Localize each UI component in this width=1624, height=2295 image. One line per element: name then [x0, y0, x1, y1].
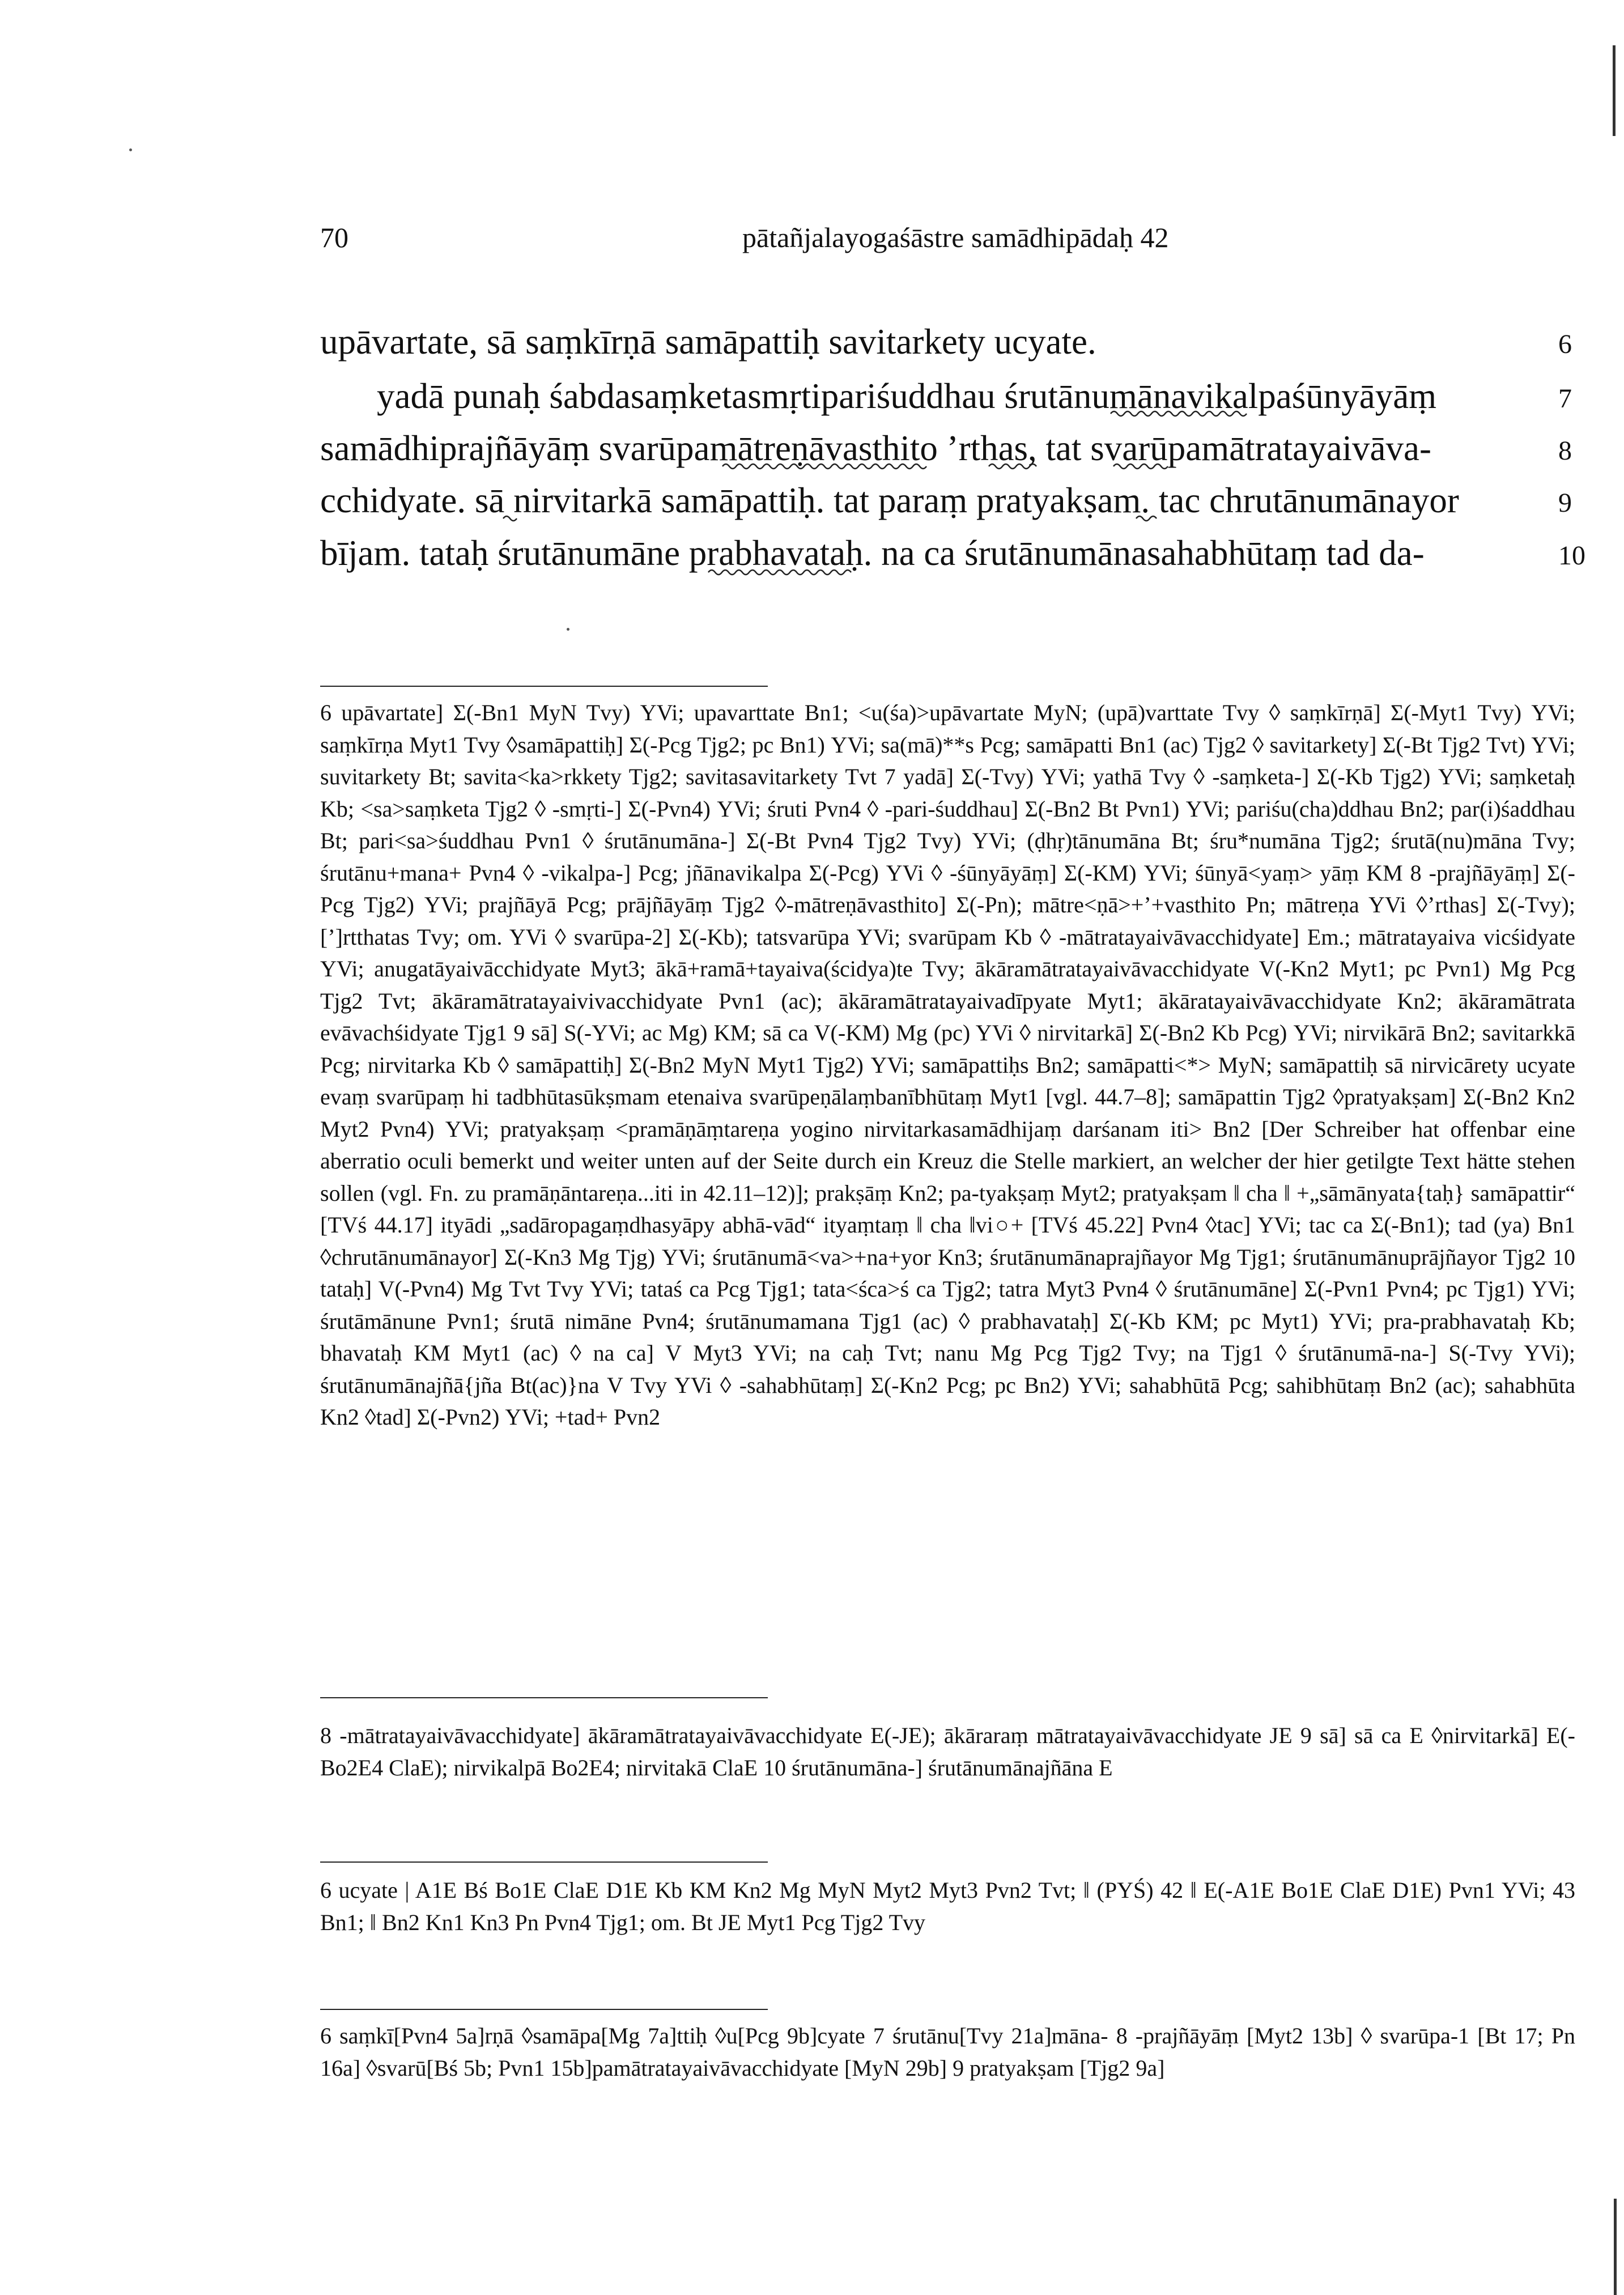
wavy-mark [989, 464, 1036, 469]
wavy-mark [708, 570, 851, 575]
apparatus-2-text: 8 -mātratayaivāvacchidyate] ākāramātratayaivāvacchidyate E(-JE); ākāraraṃ mātratayaivāvacchidyate JE 9 sā] sā ca E ◊nirvitarkā] E(-Bo2E4 ClaE); nirvikalpā Bo2E4; nirvitakā ClaE 10 śrutānumāna-] śrutānumānajñāna E [320, 1723, 1575, 1780]
page-number: 70 [320, 222, 348, 253]
wavy-mark [1113, 464, 1168, 469]
line-number-8: 8 [1558, 436, 1572, 466]
main-line-8: samādhiprajñāyāṃ svarūpamātreṇāvasthito ’rthas, tat svarūpamātratayaivāva- [320, 428, 1431, 468]
scan-speck [567, 628, 569, 631]
critical-apparatus-3 [320, 1875, 1575, 1939]
wavy-mark [1111, 411, 1247, 416]
critical-apparatus-4 [320, 2020, 1575, 2084]
main-line-10: bījam. tataḥ śrutānumāne prabhavataḥ. na ca śrutānumānasahabhūtaṃ tad da- [320, 533, 1425, 573]
footnote-rule-2 [320, 1697, 768, 1698]
footnote-rule-4 [320, 2009, 768, 2010]
critical-apparatus-1 [320, 697, 1575, 1434]
main-line-6: upāvartate, sā saṃkīrṇā samāpattiḥ savitarkety ucyate. [320, 322, 1096, 362]
line-number-9: 9 [1558, 488, 1572, 518]
apparatus-4-text: 6 saṃkī[Pvn4 5a]rṇā ◊samāpa[Mg 7a]ttiḥ ◊u[Pcg 9b]cyate 7 śrutānu[Tvy 21a]māna- 8 -prajñāyāṃ [Myt2 13b] ◊ svarūpa-1 [Bt 17; Pn 16a] ◊svarū[Bś 5b; Pvn1 15b]pamātratayaivāvacchidyate [MyN 29b] 9 pratyakṣam [Tjg2 9a] [320, 2023, 1575, 2081]
scan-edge-mark-bottom [1614, 2199, 1617, 2295]
critical-apparatus-2 [320, 1720, 1575, 1784]
footnote-rule-1 [320, 686, 768, 687]
running-head: pātañjalayogaśāstre samādhipādaḥ 42 [742, 222, 1169, 253]
line-number-6: 6 [1558, 329, 1572, 359]
wavy-mark [503, 516, 517, 521]
scan-edge-mark-top [1613, 45, 1616, 136]
wavy-mark [1136, 516, 1157, 521]
line-number-10: 10 [1558, 541, 1585, 571]
line-number-7: 7 [1558, 384, 1572, 414]
apparatus-3-text: 6 ucyate | A1E Bś Bo1E ClaE D1E Kb KM Kn2 Mg MyN Myt2 Myt3 Pvn2 Tvt; ‖ (PYŚ) 42 ‖ E(-A1E Bo1E ClaE D1E) Pvn1 YVi; 43 Bn1; ‖ Bn2 Kn1 Kn3 Pn Pvn4 Tjg1; om. Bt JE Myt1 Pcg Tjg2 Tvy [320, 1877, 1575, 1935]
wavy-mark [722, 464, 926, 469]
main-line-9: cchidyate. sā nirvitarkā samāpattiḥ. tat paraṃ pratyakṣam. tac chrutānumānayor [320, 481, 1459, 520]
scan-speck [129, 148, 132, 151]
main-line-7: yadā punaḥ śabdasaṃketasmṛtipariśuddhau śrutānumānavikalpaśūnyāyāṃ [377, 376, 1437, 416]
apparatus-1-text: 6 upāvartate] Σ(-Bn1 MyN Tvy) YVi; upavarttate Bn1; <u(śa)>upāvartate MyN; (upā)varttate Tvy ◊ saṃkīrṇā] Σ(-Myt1 Tvy) YVi; saṃkīrṇa Myt1 Tvy ◊samāpattiḥ] Σ(-Pcg Tjg2; pc Bn1) YVi; sa(mā)**s Pcg; samāpatti Bn1 (ac) Tjg2 ◊ savitarkety] Σ(-Bt Tjg2 Tvt) YVi; suvitarkety Bt; savita<ka>rkkety Tjg2; savitasavitarkety Tvt 7 yadā] Σ(-Tvy) YVi; yathā Tvy ◊ -saṃketa-] Σ(-Kb Tjg2) YVi; saṃketaḥ Kb; <sa>saṃketa Tjg2 ◊ -smṛti-] Σ(-Pvn4) YVi; śruti Pvn4 ◊ -pari-śuddhau] Σ(-Bn2 Bt Pvn1) YVi; pariśu(cha)ddhau Bn2; par(i)śaddhau Bt; pari<sa>śuddhau Pvn1 ◊ śrutānumāna-] Σ(-Bt Pvn4 Tjg2 Tvy) YVi; (ḍhṛ)tānumāna Bt; śru*numāna Tjg2; śrutā(nu)māna Tvy; śrutānu+mana+ Pvn4 ◊ -vikalpa-] Pcg; jñānavikalpa Σ(-Pcg) YVi ◊ -śūnyāyāṃ] Σ(-KM) YVi; śūnyā<yaṃ> yāṃ KM 8 -prajñāyāṃ] Σ(-Pcg Tjg2) YVi; prajñāyā Pcg; prājñāyāṃ Tjg2 ◊-mātreṇāvasthito] Σ(-Pn); mātre<ṇā>+’+vasthito Pn; mātreṇa YVi ◊’rthas] Σ(-Tvy); [’]rtthatas Tvy; om. YVi ◊ svarūpa-2] Σ(-Kb); tatsvarūpa YVi; svarūpam Kb ◊ -mātratayaivāvacchidyate] Em.; mātratayaiva vicśidyate YVi; anugatāyaivācchidyate Myt3; ākā+ramā+tayaiva(ścidya)te Tvy; ākāramātratayaivāvacchidyate V(-Kn2 Myt1; pc Pvn1) Mg Pcg Tjg2 Tvt; ākāramātratayaivivacchidyate Pvn1 (ac); ākāramātratayaivadīpyate Myt1; ākāratayaivāvacchidyate Kn2; ākāramātrata evāvachśidyate Tjg1 9 sā] S(-YVi; ac Mg) KM; sā ca V(-KM) Mg (pc) YVi ◊ nirvitarkā] Σ(-Bn2 Kb Pcg) YVi; nirvikārā Bn2; savitarkkā Pcg; nirvitarka Kb ◊ samāpattiḥ] Σ(-Bn2 MyN Myt1 Tjg2) YVi; samāpattiḥs Bn2; samāpatti<*> MyN; samāpattiḥ sā nirvicārety ucyate evaṃ svarūpaṃ hi tadbhūtasūkṣmam etenaiva svarūpeṇālaṃbanībhūtaṃ Myt1 [vgl. 44.7–8]; samāpattin Tjg2 ◊pratyakṣam] Σ(-Bn2 Kn2 Myt2 Pvn4) YVi; pratyakṣaṃ <pramāṇāṃtareṇa yogino nirvitarkasamādhijaṃ darśanam iti> Bn2 [Der Schreiber hat offenbar eine aberratio oculi bemerkt und weiter unten auf der Seite durch ein Kreuz die Stelle markiert, an welcher der hier getilgte Text hätte stehen sollen (vgl. Fn. zu pramāṇāntareṇa...iti in 42.11–12)]; prakṣāṃ Kn2; pa-tyakṣaṃ Myt2; pratyakṣam ‖ cha ‖ +„sāmānyata{taḥ} samāpattir“ [TVś 44.17] ityādi „sadāropagaṃdhasyāpy abhā-vād“ ityaṃtaṃ ‖ cha ‖vi○+ [TVś 45.22] Pvn4 ◊tac] YVi; tac ca Σ(-Bn1); tad (ya) Bn1 ◊chrutānumānayor] Σ(-Kn3 Mg Tjg) YVi; śrutānumā<va>+na+yor Kn3; śrutānumānaprajñayor Mg Tjg1; śrutānumānuprājñayor Tjg2 10 tataḥ] V(-Pvn4) Mg Tvt Tvy YVi; tataś ca Pcg Tjg1; tata<śca>ś ca Tjg2; tatra Myt3 Pvn4 ◊ śrutānumāne] Σ(-Pvn1 Pvn4; pc Tjg1) YVi; śrutāmānune Pvn1; śrutā nimāne Pvn4; śrutānumamana Tjg1 (ac) ◊ prabhavataḥ] Σ(-Kb KM; pc Myt1) YVi; pra-prabhavataḥ Kb; bhavataḥ KM Myt1 (ac) ◊ na ca] V Myt3 YVi; na caḥ Tvt; nanu Mg Pcg Tjg2 Tvy; na Tjg1 ◊ śrutānumā-na-] S(-Tvy YVi); śrutānumānajñā{jña Bt(ac)}na V Tvy YVi ◊ -sahabhūtaṃ] Σ(-Kn2 Pcg; pc Bn2) YVi; sahabhūtā Pcg; sahibhūtaṃ Bn2 (ac); sahabhūta Kn2 ◊tad] Σ(-Pvn2) YVi; +tad+ Pvn2 [320, 700, 1575, 1430]
footnote-rule-3 [320, 1862, 768, 1863]
